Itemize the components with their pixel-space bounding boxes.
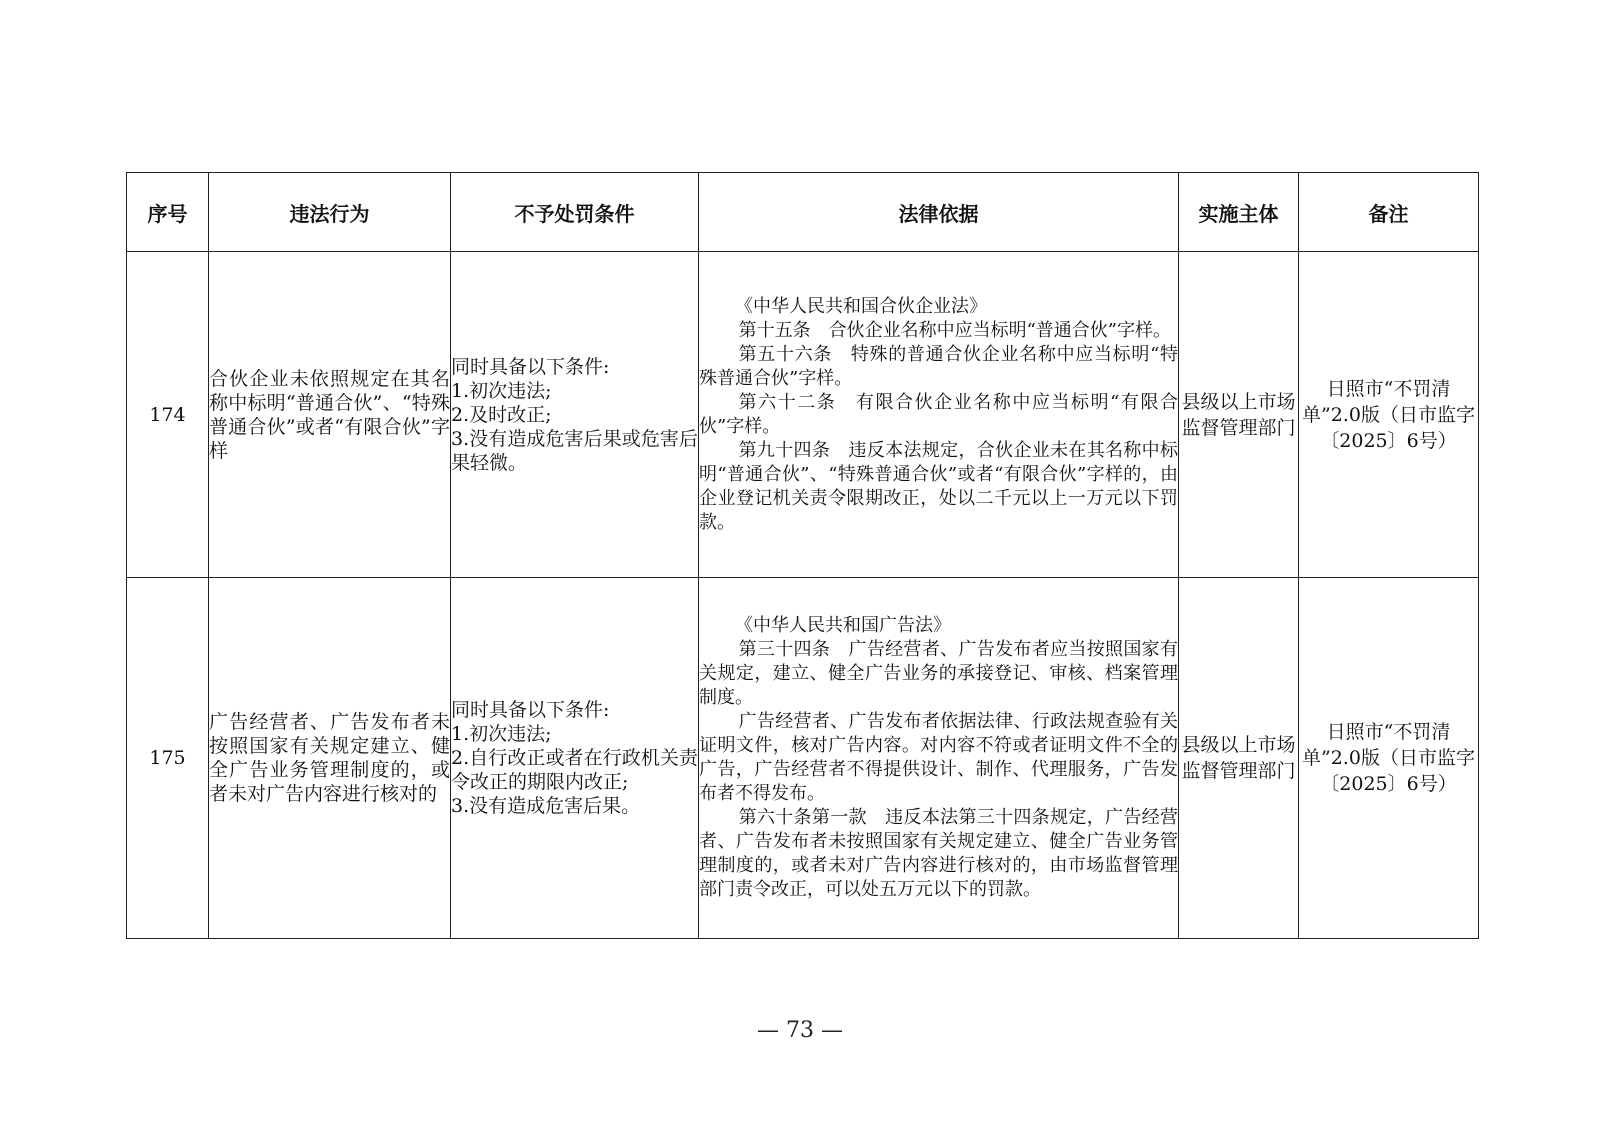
header-remarks: 备注 <box>1299 173 1479 252</box>
legal-article: 第三十四条 广告经营者、广告发布者应当按照国家有关规定，建立、健全广告业务的承接登记、审核、档案管理制度。 <box>699 639 1178 708</box>
row-conditions <box>451 578 699 939</box>
condition-item: 1.初次违法; <box>451 723 552 745</box>
header-authority: 实施主体 <box>1179 173 1299 252</box>
row-violation: 合伙企业未依照规定在其名称中标明“普通合伙”、“特殊普通合伙”或者“有限合伙”字样 <box>209 252 451 578</box>
row-authority: 县级以上市场监督管理部门 <box>1179 252 1299 578</box>
row-legal-basis <box>699 252 1179 578</box>
page-number: — 73 — <box>757 1018 843 1043</box>
legal-title: 《中华人民共和国合伙企业法》 <box>735 295 987 317</box>
legal-article: 第十五条 合伙企业名称中应当标明“普通合伙”字样。 <box>738 319 1171 341</box>
conditions-intro: 同时具备以下条件: <box>451 355 610 378</box>
row-authority: 县级以上市场监督管理部门 <box>1179 578 1299 939</box>
legal-article: 广告经营者、广告发布者依据法律、行政法规查验有关证明文件，核对广告内容。对内容不符或者证明文件不全的广告，广告经营者不得提供设计、制作、代理服务，广告发布者不得发布。 <box>699 711 1178 804</box>
legal-title: 《中华人民共和国广告法》 <box>735 615 951 636</box>
condition-item: 3.没有造成危害后果或危害后果轻微。 <box>451 427 698 474</box>
condition-item: 2.及时改正; <box>451 403 552 426</box>
header-seq: 序号 <box>127 173 209 252</box>
legal-article: 第五十六条 特殊的普通合伙企业名称中应当标明“特殊普通合伙”字样。 <box>699 343 1178 389</box>
row-conditions <box>451 252 699 578</box>
row-seq: 174 <box>127 252 209 578</box>
condition-item: 2.自行改正或者在行政机关责令改正的期限内改正; <box>451 747 698 793</box>
row-violation: 广告经营者、广告发布者未按照国家有关规定建立、健全广告业务管理制度的，或者未对广告内容进行核对的 <box>209 578 451 939</box>
header-conditions: 不予处罚条件 <box>451 173 699 252</box>
header-legal-basis: 法律依据 <box>699 173 1179 252</box>
conditions-intro: 同时具备以下条件: <box>451 699 610 721</box>
legal-article: 第六十条第一款 违反本法第三十四条规定，广告经营者、广告发布者未按照国家有关规定建立、健全广告业务管理制度的，或者未对广告内容进行核对的，由市场监督管理部门责令改正，可以处五万元以下的罚款。 <box>699 807 1178 900</box>
legal-article: 第六十二条 有限合伙企业名称中应当标明“有限合伙”字样。 <box>699 391 1178 437</box>
condition-item: 1.初次违法; <box>451 379 552 402</box>
table-row <box>127 578 1479 939</box>
penalty-exemption-table <box>126 172 1479 939</box>
table-row <box>127 252 1479 578</box>
header-violation: 违法行为 <box>209 173 451 252</box>
row-remarks: 日照市“不罚清单”2.0版（日市监字〔2025〕6号） <box>1299 252 1479 578</box>
row-legal-basis <box>699 578 1179 939</box>
row-seq: 175 <box>127 578 209 939</box>
condition-item: 3.没有造成危害后果。 <box>451 795 641 817</box>
legal-article: 第九十四条 违反本法规定，合伙企业未在其名称中标明“普通合伙”、“特殊普通合伙”或者“有限合伙”字样的，由企业登记机关责令限期改正，处以二千元以上一万元以下罚款。 <box>699 439 1178 533</box>
table-header-row <box>127 173 1479 252</box>
row-remarks: 日照市“不罚清单”2.0版（日市监字〔2025〕6号） <box>1299 578 1479 939</box>
